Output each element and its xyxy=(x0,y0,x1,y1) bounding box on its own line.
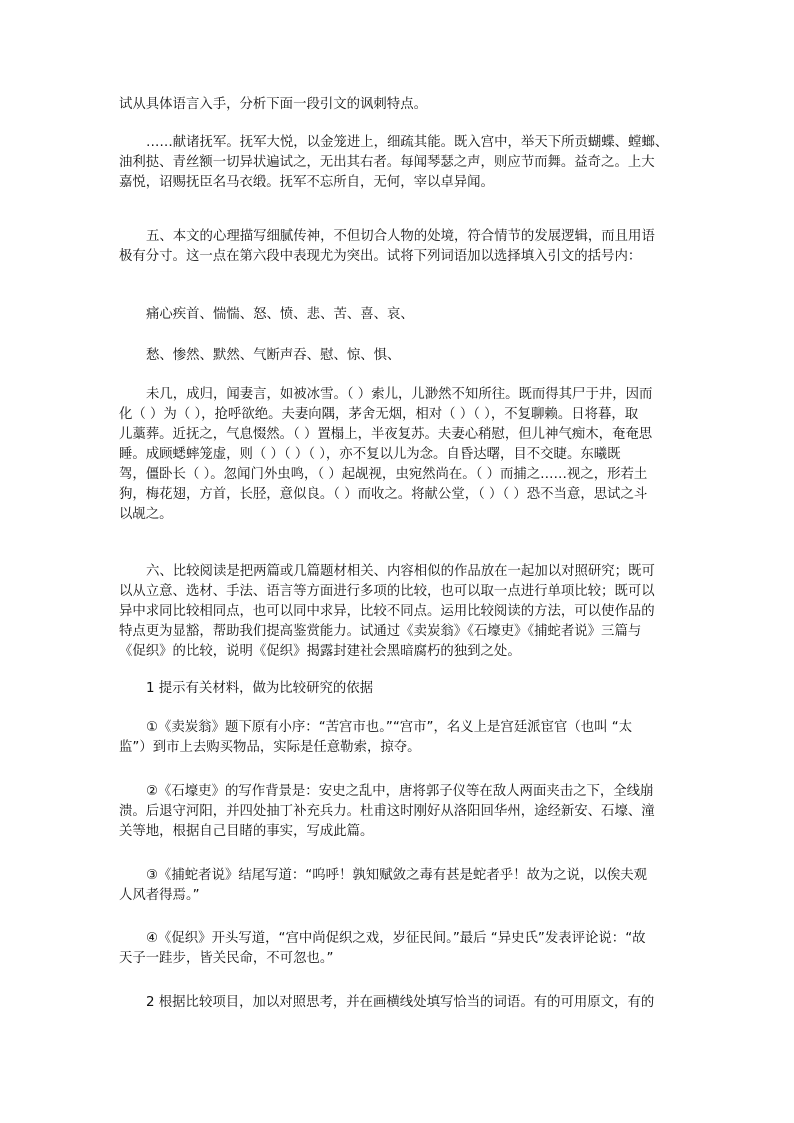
word-list-1 xyxy=(119,305,679,325)
reference-1 xyxy=(119,718,679,758)
text-line: 愁、惨然、默然、气断声吞、慰、惊、惧、 xyxy=(146,348,401,363)
text-line: 极有分寸。这一点在第六段中表现尤为突出。试将下列词语加以选择填入引文的括号内： xyxy=(119,249,642,264)
text-line: 六、比较阅读是把两篇或几篇题材相关、内容相似的作品放在一起加以对照研究；既可 xyxy=(146,564,655,579)
text-line: 睡。成顾蟋蟀笼虚，则（ ）（ ）（ ），亦不复以儿为念。自昏达曙，目不交睫。东曦既 xyxy=(119,447,621,462)
text-line: 狗，梅花翅，方首，长胫，意似良。（ ）而收之。将献公堂，（ ）（ ）恐不当意，思试之斗 xyxy=(119,487,648,502)
text-line: ④《促织》开头写道，“宫中尚促织之戏，岁征民间。”最后 “异史氏”发表评论说：“故 xyxy=(146,931,646,946)
text-line: 油利挞、青丝额一切异状遍试之，无出其右者。每闻琴瑟之声，则应节而舞。益奇之。上大 xyxy=(119,155,655,170)
text-line: 驾，僵卧长（ ）。忽闻门外虫鸣，（ ）起觇视，虫宛然尚在。（ ）而捕之……视之，形若土 xyxy=(119,467,648,482)
text-line: 以从立意、选材、手法、语言等方面进行多项的比较，也可以取一点进行单项比较；既可以 xyxy=(119,584,655,599)
question-6-part-1 xyxy=(119,679,679,699)
text-line: 以觇之。 xyxy=(119,507,173,522)
text-line: 五、本文的心理描写细腻传神，不但切合人物的处境，符合情节的发展逻辑，而且用语 xyxy=(146,229,655,244)
text-line: 监”）到市上去购买物品，实际是任意勒索，掠夺。 xyxy=(119,740,421,755)
text-line: ①《卖炭翁》题下原有小序：“苦宫市也。”“宫市”，名义上是宫廷派宦官（也叫 “太 xyxy=(146,720,633,735)
text-line: 化（ ）为（ ），抢呼欲绝。夫妻向隅，茅舍无烟，相对（ ）（ ），不复聊赖。日将暮，取 xyxy=(119,407,639,422)
quote-passage-2 xyxy=(119,385,679,525)
text-line: 特点更为显豁，帮助我们提高鉴赏能力。试通过《卖炭翁》《石壕吏》《捕蛇者说》三篇与 xyxy=(119,624,642,639)
text-line: 异中求同比较相同点，也可以同中求异，比较不同点。运用比较阅读的方法，可以使作品的 xyxy=(119,604,655,619)
text-line: 2 根据比较项目，加以对照思考，并在画横线处填写恰当的词语。有的可用原文，有的 xyxy=(146,995,655,1010)
text-line: 人风者得焉。” xyxy=(119,888,200,903)
text-line: 溃。后退守河阳，并四处抽丁补充兵力。杜甫这时刚好从洛阳回华州，途经新安、石壕、潼 xyxy=(119,804,655,819)
reference-2 xyxy=(119,782,679,842)
reference-4 xyxy=(119,929,679,969)
text-line: 1 提示有关材料，做为比较研究的依据 xyxy=(146,681,374,696)
question-6 xyxy=(119,562,679,662)
intro-instruction xyxy=(119,95,679,115)
question-6-part-2 xyxy=(119,993,679,1013)
text-line: 关等地，根据自己目睹的事实，写成此篇。 xyxy=(119,824,374,839)
reference-3 xyxy=(119,866,679,906)
text-line: ……献诸抚军。抚军大悦，以金笼进上，细疏其能。既入宫中，举天下所贡蝴蝶、螳螂、 xyxy=(146,135,669,150)
text-line: 嘉悦，诏赐抚臣名马衣缎。抚军不忘所自，无何，宰以卓异闻。 xyxy=(119,175,494,190)
text-line: 天子一跬步，皆关民命，不可忽也。” xyxy=(119,951,334,966)
text-line: 《促织》的比较，说明《促织》揭露封建社会黑暗腐朽的独到之处。 xyxy=(119,644,521,659)
text-line: 儿藁葬。近抚之，气息惙然。（ ）置榻上，半夜复苏。夫妻心稍慰，但儿神气痴木，奄奄思 xyxy=(119,427,653,442)
text-line: 试从具体语言入手，分析下面一段引文的讽刺特点。 xyxy=(119,97,427,112)
text-line: 未几，成归，闻妻言，如被冰雪。（ ）索儿，儿渺然不知所往。既而得其尸于井，因而 xyxy=(146,387,653,402)
quote-passage-1 xyxy=(119,133,679,193)
word-list-2 xyxy=(119,346,679,366)
text-line: 痛心疾首、惴惴、怒、愤、悲、苦、喜、哀、 xyxy=(146,307,414,322)
text-line: ③《捕蛇者说》结尾写道：“呜呼！孰知赋敛之毒有甚是蛇者乎！故为之说，以俟夫观 xyxy=(146,868,648,883)
text-line: ②《石壕吏》的写作背景是：安史之乱中，唐将郭子仪等在敌人两面夹击之下，全线崩 xyxy=(146,784,654,799)
question-5 xyxy=(119,227,679,267)
